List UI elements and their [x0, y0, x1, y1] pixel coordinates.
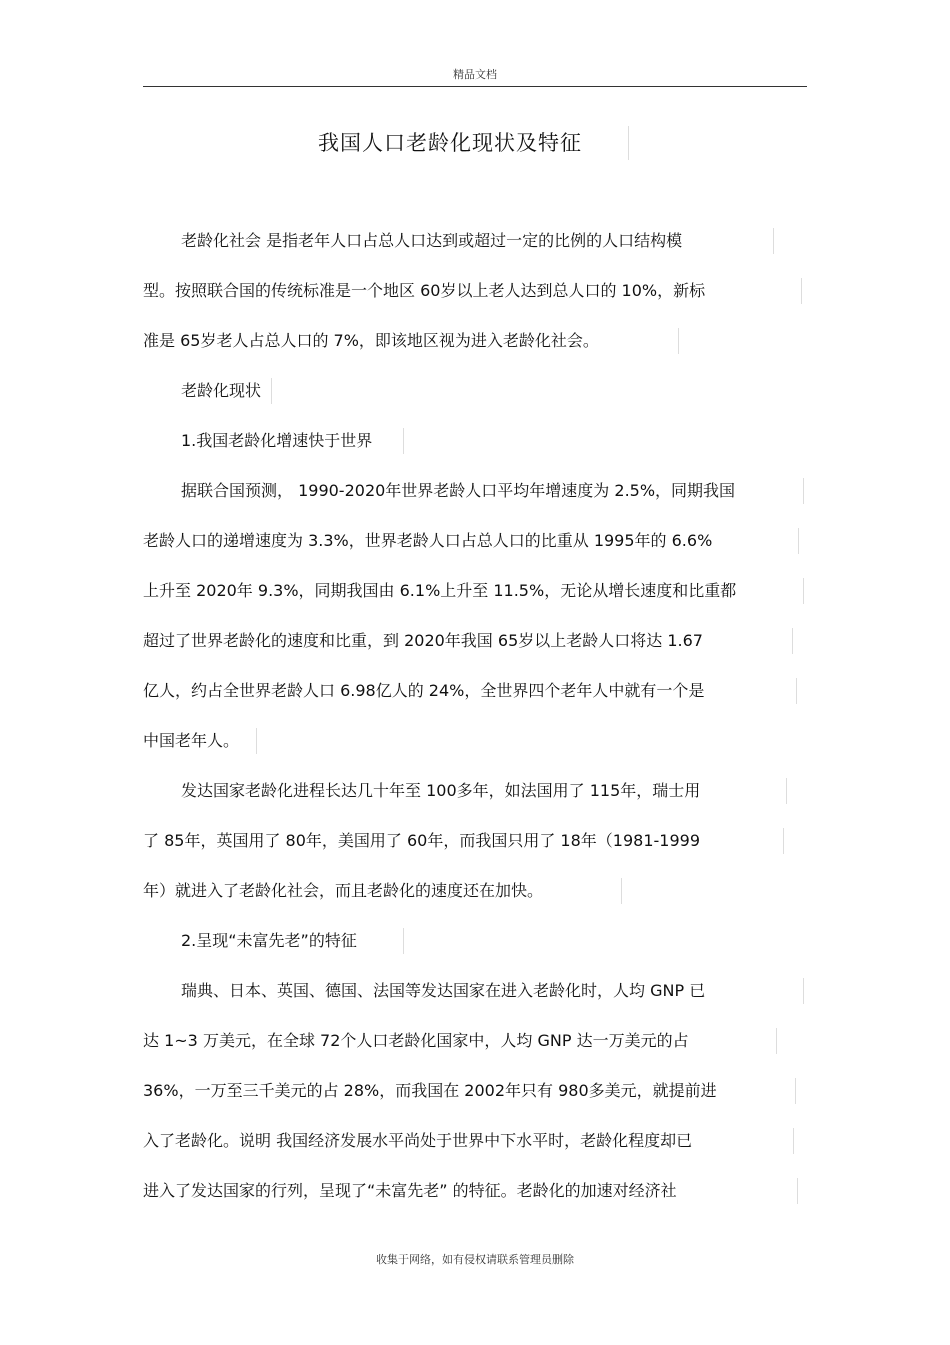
page-footer-note: 收集于网络，如有侵权请联系管理员删除 [376, 1253, 574, 1266]
body-line: 老龄人口的递增速度为 3.3%，世界老龄人口占总人口的比重从 1995年的 6.6% [143, 528, 799, 554]
body-line: 年）就进入了老龄化社会，而且老龄化的速度还在加快。 [143, 878, 622, 904]
section-heading: 老龄化现状 [181, 378, 272, 404]
document-title: 我国人口老龄化现状及特征 [318, 126, 629, 160]
body-line: 亿人，约占全世界老龄人口 6.98亿人的 24%，全世界四个老年人中就有一个是 [143, 678, 797, 704]
body-line: 老龄化社会 是指老年人口占总人口达到或超过一定的比例的人口结构模 [181, 228, 774, 254]
body-line: 中国老年人。 [143, 728, 257, 754]
body-line: 达 1~3 万美元，在全球 72个人口老龄化国家中，人均 GNP 达一万美元的占 [143, 1028, 777, 1054]
body-line: 型。按照联合国的传统标准是一个地区 60岁以上老人达到总人口的 10%，新标 [143, 278, 802, 304]
body-line: 入了老龄化。说明 我国经济发展水平尚处于世界中下水平时，老龄化程度却已 [143, 1128, 794, 1154]
body-line: 据联合国预测， 1990-2020年世界老龄人口平均年增速度为 2.5%，同期我国 [181, 478, 804, 504]
header-rule [143, 86, 807, 87]
body-line: 36%，一万至三千美元的占 28%，而我国在 2002年只有 980多美元，就提前进 [143, 1078, 796, 1104]
body-line: 发达国家老龄化进程长达几十年至 100多年，如法国用了 115年，瑞士用 [181, 778, 787, 804]
subsection-heading: 1.我国老龄化增速快于世界 [181, 428, 404, 454]
body-line: 瑞典、日本、英国、德国、法国等发达国家在进入老龄化时，人均 GNP 已 [181, 978, 804, 1004]
subsection-heading: 2.呈现“未富先老”的特征 [181, 928, 404, 954]
page-header-label: 精品文档 [453, 68, 497, 81]
body-line: 超过了世界老龄化的速度和比重，到 2020年我国 65岁以上老龄人口将达 1.67 [143, 628, 793, 654]
body-line: 准是 65岁老人占总人口的 7%，即该地区视为进入老龄化社会。 [143, 328, 679, 354]
body-line: 上升至 2020年 9.3%，同期我国由 6.1%上升至 11.5%，无论从增长速度和比重都 [143, 578, 804, 604]
body-line: 了 85年，英国用了 80年，美国用了 60年，而我国只用了 18年（1981-1999 [143, 828, 784, 854]
body-line: 进入了发达国家的行列，呈现了“未富先老” 的特征。老龄化的加速对经济社 [143, 1178, 798, 1204]
